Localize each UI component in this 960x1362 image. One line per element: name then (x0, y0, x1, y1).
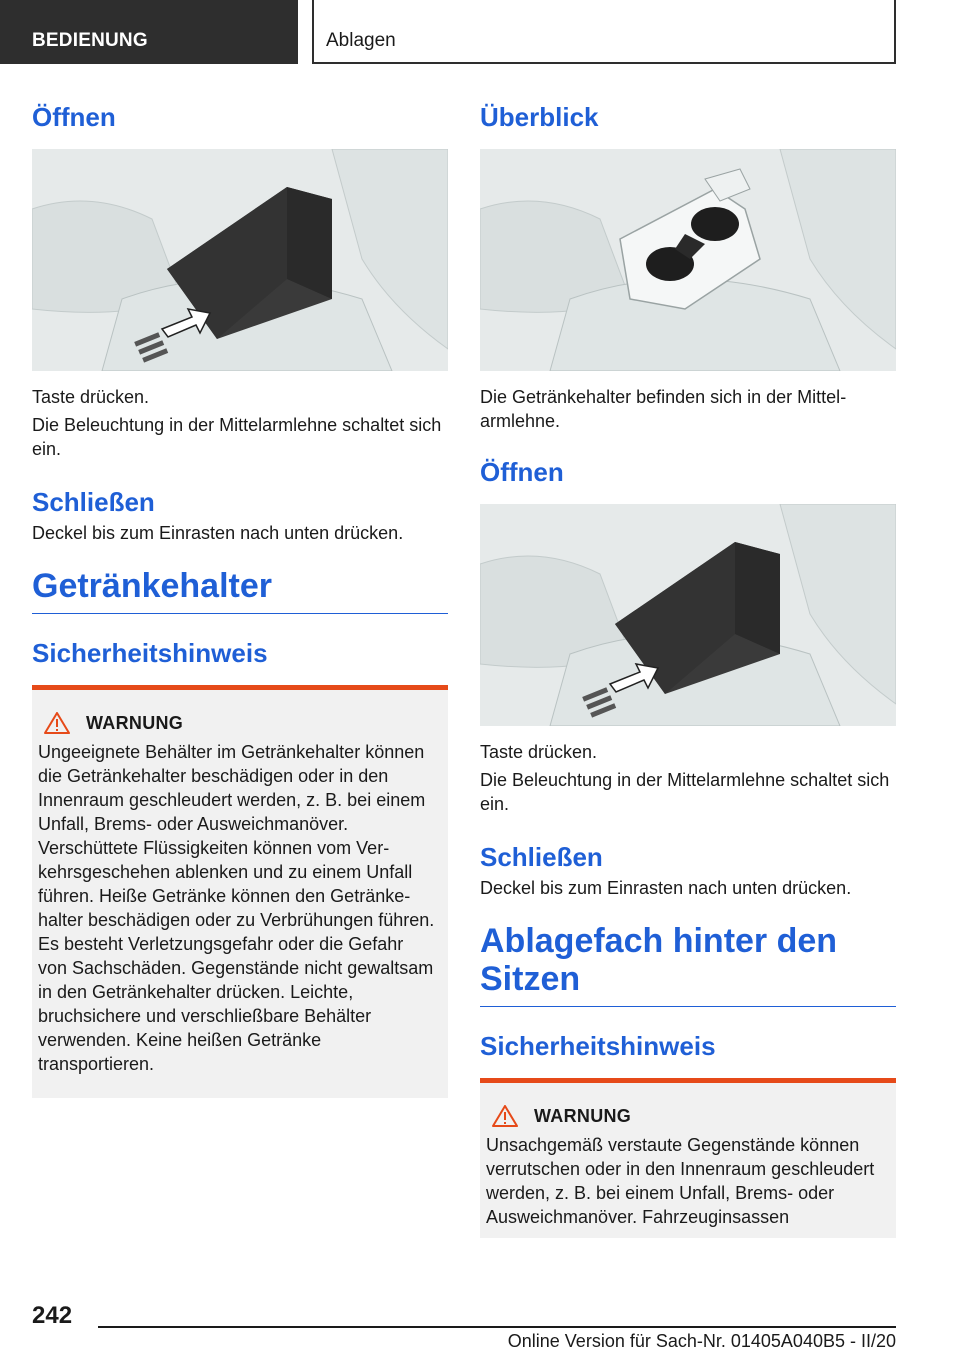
warning-label-right: WARNUNG (534, 1105, 632, 1126)
footer-divider (98, 1326, 896, 1328)
warning-box (32, 685, 448, 1098)
open-result-text: Die Beleuchtung in der Mittelarmlehne schaltet sich ein. (32, 415, 442, 459)
footer-online-version: Online Version für Sach-Nr. 01405A040B5 - II/20 (507, 1331, 896, 1351)
warning-header (38, 712, 436, 734)
open-result-text-right: Die Beleuchtung in der Mittelarmlehne schaltet sich ein. (480, 770, 890, 814)
header-chapter-label: Ablagen (326, 30, 396, 51)
header-section-tab (0, 0, 298, 64)
close-step-text-right: Deckel bis zum Einrasten nach unten drücken. (480, 878, 852, 898)
heading-close: Schließen (32, 487, 155, 517)
warning-text: Ungeeignete Behälter im Getränkehalter können die Getränkehalter beschädigen oder in den Innenraum geschleudert werden, z. B. bei einem Unfall, Brems- oder Ausweichmanöver. Verschüttete Flüssigkeiten können vom Verkehrsgeschehen ablenken und zu einem Unfall führen. Heiße Getränke können den Getränkehalter beschädigen oder zu Verbrühungen führen. Es besteht Verletzungsgefahr oder die Gefahr von Sachschäden. Gegenstände nicht gewaltsam in den Getränkehalter drücken. Leichte, bruchsichere und verschließbare Behälter verwenden. Keine heißen Getränke transportieren. (38, 742, 435, 1074)
cupholder-open-illustration (480, 149, 896, 371)
right-column (480, 100, 896, 1238)
left-column (32, 100, 448, 1098)
heading-safety-note: Sicherheitshinweis (32, 638, 268, 668)
heading-open-right: Öffnen (480, 457, 564, 487)
open-step-text-right: Taste drücken. (480, 742, 598, 762)
heading-cupholder: Getränkehalter (32, 567, 448, 614)
armrest-button-figure (32, 149, 448, 371)
heading-overview: Überblick (480, 102, 599, 132)
heading-open: Öffnen (32, 102, 116, 132)
warning-triangle-icon (492, 1105, 518, 1127)
warning-triangle-icon (44, 712, 70, 734)
overview-text: Die Getränkehalter befinden sich in der Mittelarmlehne. (480, 387, 847, 431)
open-step-text: Taste drücken. (32, 387, 150, 407)
header-chapter-tab (312, 0, 896, 64)
heading-storage-behind-seats: Ablagefach hinter den Sitzen (480, 922, 896, 1007)
header-section-label: BEDIENUNG (32, 30, 148, 51)
heading-close-right: Schließen (480, 842, 603, 872)
cupholder-overview-figure (480, 149, 896, 371)
armrest-closed-illustration-right (480, 504, 896, 726)
heading-safety-note-right: Sicherheitshinweis (480, 1031, 716, 1061)
close-step-text: Deckel bis zum Einrasten nach unten drücken. (32, 523, 404, 543)
armrest-button-figure-right (480, 504, 896, 726)
page-number: 242 (32, 1302, 73, 1329)
warning-text-right: Unsachgemäß verstaute Gegenstände können verrutschen oder in den Innenraum geschleudert werden, z. B. bei einem Unfall, Brems- oder Ausweichmanöver. Fahrzeuginsassen (486, 1135, 875, 1227)
armrest-closed-illustration (32, 149, 448, 371)
warning-label: WARNUNG (86, 712, 184, 733)
warning-header-right (486, 1105, 884, 1127)
warning-box-right (480, 1078, 896, 1238)
